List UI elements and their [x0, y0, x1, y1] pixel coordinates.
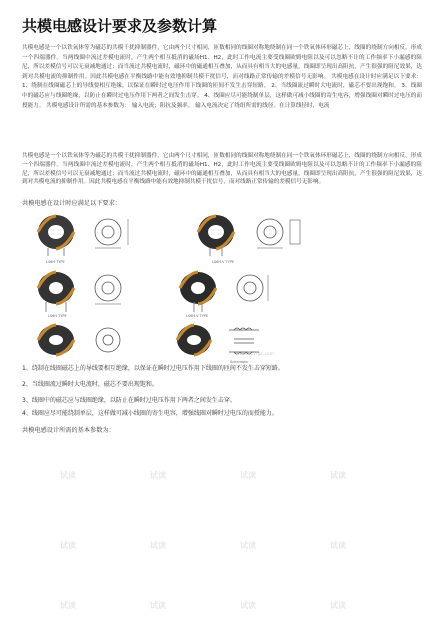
paragraph-parameters-heading: 共模电感设计所需的基本参数为：: [22, 427, 115, 434]
list-item: 1、绕制在线圈磁芯上的导线要相互绝缘，以保证在瞬时过电压作用下线圈的匝间不发生击穿短路。: [22, 365, 284, 372]
background-watermark: 试读: [60, 541, 76, 550]
figure-caption: LS6H-V TYPE: [186, 314, 209, 318]
toroid-dimension-drawing: [230, 270, 280, 310]
paragraph-repeat: 共模电感是一个以铁氧体等为磁芯的共模干扰抑制器件，它由两个尺寸相同，匝数相同的线圈对称地绕制在同一个铁氧体环形磁芯上，线圈的绕制方向相反，形成一个四端器件。当两线圈中流过差模电流时，产生两个相互抵消的磁场H1、H2，此时工作电流主要受线圈欧姆电阻以及可以忽略不计的工作频率下小漏感的阻尼，所以差模信号可以无衰减地通过；而当流过共模电流时，磁环中的磁通相互叠加，从而具有相当大的电感量，线圈即呈现出高阻抗，产生很强的阻尼效果，达到对共模电流的抑制作用。因此共模电感在平衡线路中能有效地抑制共模干扰信号，而对线路正常传输的差模信号无影响。: [22, 153, 422, 186]
figure-watermark: www.iluyfgc.com: [236, 352, 275, 357]
choke-figure: [26, 212, 326, 364]
figure-caption: Schematic: [230, 360, 249, 364]
paragraph-requirements-heading: 共模电感在设计时应满足以下要求：: [22, 200, 121, 207]
document-title: 共模电感设计要求及参数计算: [22, 17, 218, 35]
background-watermark: 试读: [60, 471, 76, 480]
background-watermark: 试读: [60, 601, 76, 610]
toroid-dimension-drawing: [88, 324, 138, 360]
background-watermark: 试读: [240, 541, 256, 550]
background-watermark: 试读: [150, 601, 166, 610]
background-watermark: 试读: [330, 471, 346, 480]
background-watermark: 试读: [240, 601, 256, 610]
figure-caption: LS6H TYPE: [48, 314, 67, 318]
paragraph-intro: 共模电感是一个以铁氧体等为磁芯的共模干扰抑制器件，它由两个尺寸相同，匝数相同的线圈对称地绕制在同一个铁氧体环形磁芯上，线圈的绕制方向相反，形成一个四端器件。当两线圈中流过差模电流时，产生两个相互抵消的磁场H1、H2，此时工作电流主要受线圈欧姆电阻以及可以忽略不计的工作频率下小漏感的阻尼，所以差模信号可以无衰减地通过；而当流过共模电流时，磁环中的磁通相互叠加，从而具有相当大的电感量，线圈即呈现出高阻抗，产生很强的阻尼效果，达到对共模电流的抑制作用。因此共模电感在平衡线路中能有效地抑制共模干扰信号，而对线路正常传输的差模信号无影响。 共模电感在设计时应满足以下要求： 1、绕制在线圈磁芯上的导线要相互绝缘，以保证在瞬时过电压作用下线圈的匝间不发生击穿短路。 2、当线圈流过瞬时大电流时，磁芯不要出现饱和。 3、线圈中的磁芯应与线圈绝缘，以防止在瞬时过电压作用下两者之间发生击穿。 4、线圈应尽可能绕制单层，这样做可减小线圈的寄生电容，增强线圈对瞬时过电压的而授能力。 共模电感设计所需的基本参数为： 输入电流；阻抗及频率。 输入电流决定了绕组所需的线径。在计算线径时，电流: [22, 45, 422, 109]
toroid-dimension-drawing: [248, 214, 308, 254]
background-watermark: 试读: [330, 601, 346, 610]
background-watermark: 试读: [150, 541, 166, 550]
toroid-choke-image: [186, 212, 246, 256]
background-watermark: 试读: [150, 471, 166, 480]
background-watermark: 试读: [240, 471, 256, 480]
toroid-dimension-drawing: [88, 214, 138, 254]
figure-caption: LS6H TYPE: [46, 260, 65, 264]
toroid-choke-image: [26, 322, 86, 362]
list-item: 2、当线圈流过瞬时大电流时，磁芯不要出现饱和。: [22, 381, 158, 388]
toroid-choke-image: [26, 212, 86, 256]
toroid-dimension-drawing: [88, 270, 138, 310]
toroid-choke-image: [26, 268, 86, 312]
toroid-choke-image: [166, 322, 222, 362]
toroid-choke-image: [168, 268, 228, 312]
figure-caption: LS6H-V TYPE: [212, 260, 235, 264]
list-item: 4、线圈应尽可能绕制单层，这样做可减小线圈的寄生电容，增强线圈对瞬时过电压的而授能力。: [22, 410, 278, 417]
list-item: 3、线圈中的磁芯应与线圈绝缘，以防止在瞬时过电压作用下两者之间发生击穿。: [22, 397, 236, 404]
background-watermark: 试读: [330, 541, 346, 550]
